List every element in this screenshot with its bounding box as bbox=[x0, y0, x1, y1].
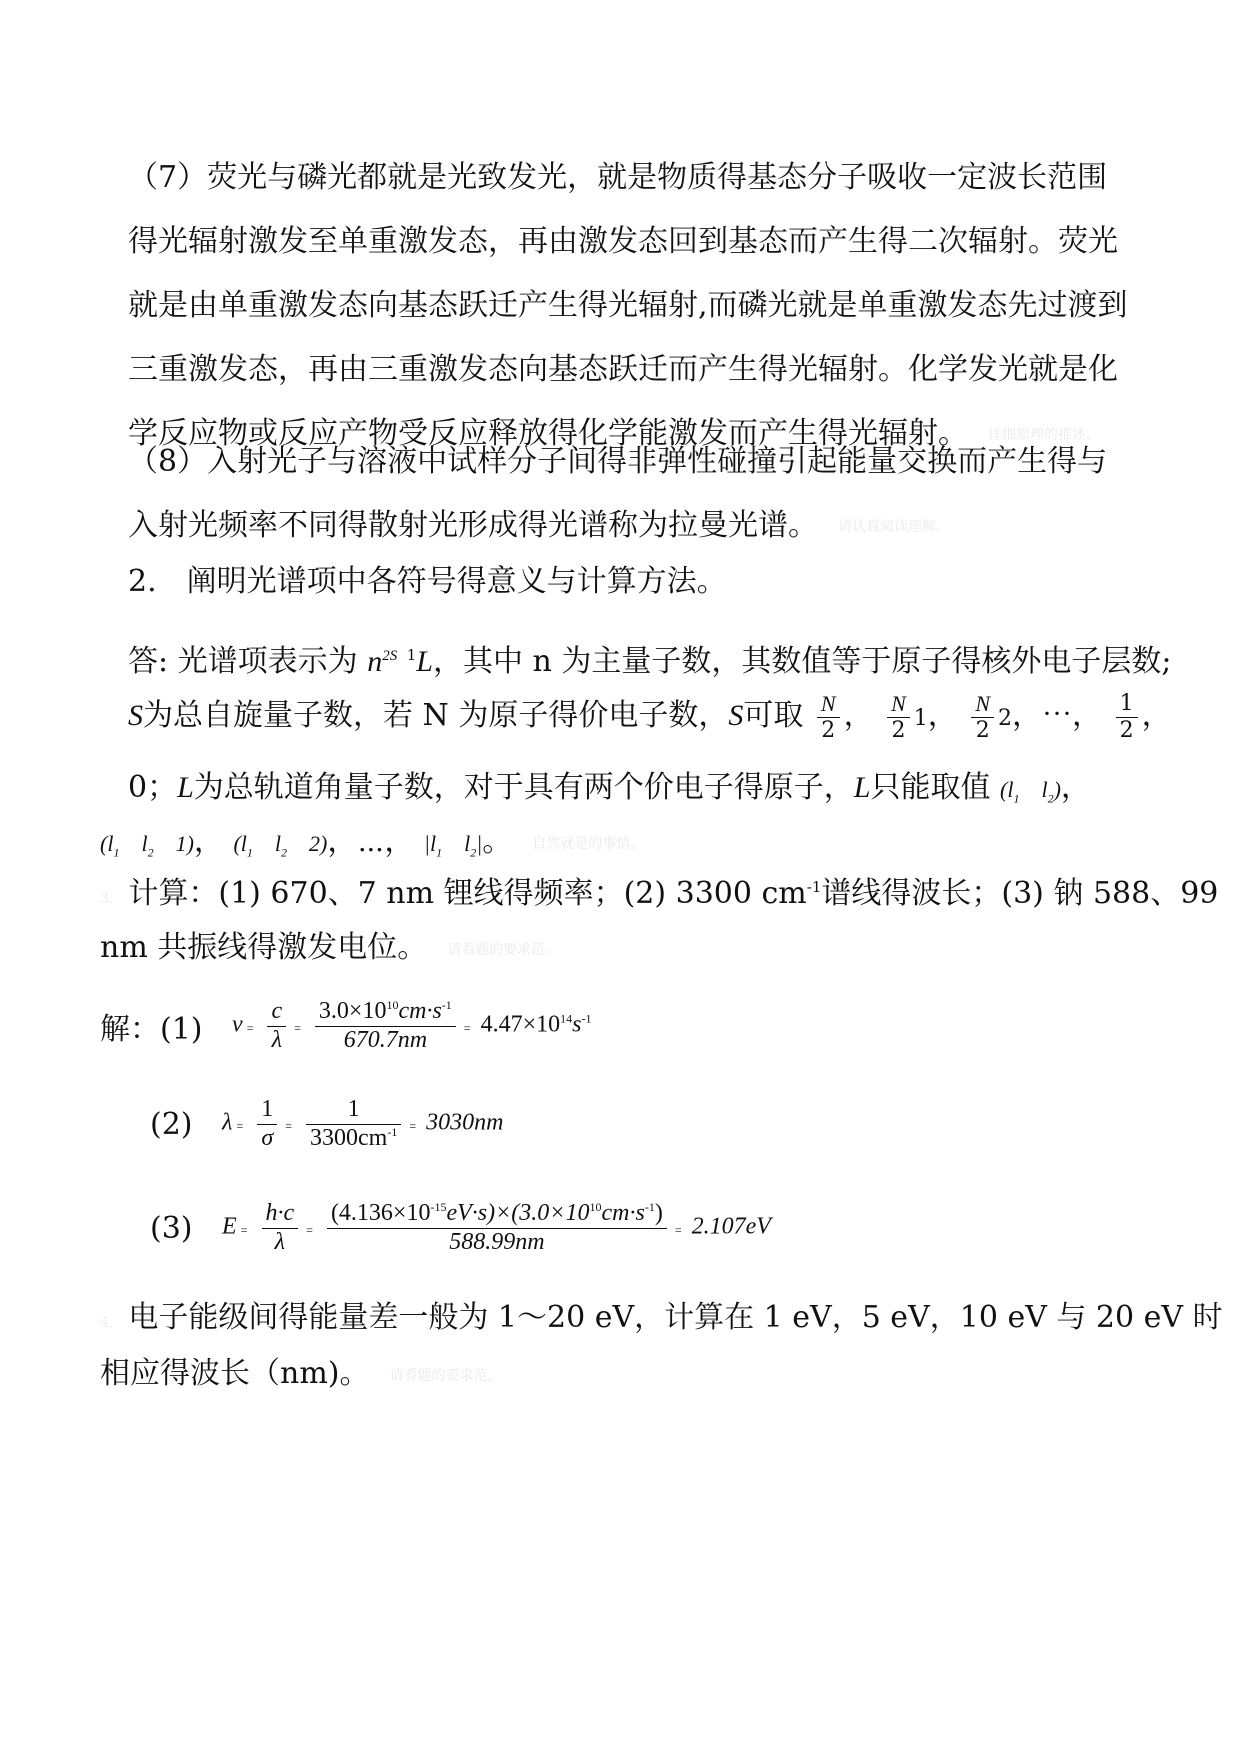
faint-annotation: 请认真阅读理解。 bbox=[838, 519, 950, 535]
question-4-line-1 bbox=[100, 1292, 1223, 1336]
paragraph-7-text: （7）荧光与磷光都就是光致发光，就是物质得基态分子吸收一定波长范围得光辐射激发至单重激发态，再由激发态回到基态而产生得二次辐射。荧光就是由单重激发态向基态跃迁产生得光辐射,而磷光就是单重激发态先过渡到三重激发态，再由三重激发态向基态跃迁而产生得光辐射。化学发光就是化学反应物或反应产物受反应释放得化学能激发而产生得光辐射。 bbox=[128, 160, 1128, 451]
unit: cm·s bbox=[398, 998, 442, 1024]
symbol-l: l bbox=[274, 831, 282, 856]
zero-value: 0； bbox=[128, 770, 178, 805]
fraction-numerator: c bbox=[267, 998, 286, 1027]
exponent: -15 bbox=[430, 1200, 447, 1214]
ellipsis: ，⋯， bbox=[327, 824, 415, 859]
faint-annotation: 请看题的要求范。 bbox=[447, 942, 560, 958]
fraction-numerator: N bbox=[971, 691, 994, 717]
equation-2 bbox=[150, 1096, 503, 1152]
answer-line-2: S为总自旋量子数，若 N 为原子得价电子数，S可取 $\frac{N}{2}$ ， $\frac{N}{2}$ 1， $\frac{N}{2}$ 2，⋯， $\frac{1}{2}$ ， bbox=[128, 691, 1172, 743]
symbol-L: L bbox=[177, 771, 194, 804]
answer-mid-4: 为总轨道角量子数，对于具有两个价电子得原子， bbox=[193, 770, 854, 805]
answer-mid-3: 可取 bbox=[743, 698, 804, 733]
equation-label: 解：(1) bbox=[100, 1012, 203, 1048]
numerator-text: (4.136×10 bbox=[330, 1200, 431, 1226]
answer-mid-1: ，其中 n 为主量子数，其数值等于原子得核外电子层数; bbox=[432, 644, 1172, 679]
question-2 bbox=[128, 550, 1128, 614]
question-3-text: nm 共振线得激发电位。 bbox=[100, 930, 428, 965]
ellipsis: ，⋯， bbox=[1012, 698, 1103, 733]
equation-2-math: λ = $\frac{1}{\sigma}$ = $\frac{1}{3300cm^{-1}}$ = 3030nm bbox=[222, 1096, 504, 1151]
numerator-text: 3.0×10 bbox=[318, 998, 387, 1024]
question-4-line-2 bbox=[100, 1348, 501, 1392]
comma: ， bbox=[1141, 698, 1172, 733]
term-2: 2 bbox=[309, 831, 321, 856]
faint-annotation: 自然就是的事情。 bbox=[532, 836, 645, 852]
faint-number: 4. bbox=[100, 1315, 114, 1331]
symbol-l: l bbox=[240, 831, 247, 856]
symbol-E: E bbox=[222, 1213, 237, 1240]
fraction-numerator: 1 bbox=[306, 1096, 401, 1125]
answer-line-3: 0；L为总轨道角量子数，对于具有两个价电子得原子，L只能取值 ($l_1$ $l_2$)， bbox=[128, 770, 1091, 806]
result: 4.47×10 bbox=[480, 1011, 561, 1038]
fraction-denominator: σ bbox=[261, 1124, 274, 1151]
symbol-l: l bbox=[141, 831, 148, 856]
exponent: 10 bbox=[589, 1200, 602, 1214]
value-l1-l2: ($l_1$ $l_2$) bbox=[1000, 777, 1061, 806]
fraction-denominator: λ bbox=[274, 1228, 286, 1255]
question-3-line-1 bbox=[100, 868, 1218, 912]
faint-number: 3. bbox=[100, 891, 114, 907]
numerator-text: eV·s)×(3.0×10 bbox=[446, 1200, 590, 1226]
question-3-text: 谱线得波长；(3) 钠 588、99 bbox=[821, 876, 1219, 911]
symbol-l: l bbox=[1007, 777, 1014, 802]
symbol-S: S bbox=[728, 699, 744, 732]
fraction-denominator: λ bbox=[271, 1026, 283, 1053]
equation-1 bbox=[100, 998, 591, 1054]
symbol-l: l bbox=[1041, 777, 1048, 802]
answer-mid-2: 为总自旋量子数，若 N 为原子得价电子数， bbox=[143, 698, 729, 733]
fraction-value-1: $\frac{3.0\times 10^{10}cm\cdot s^{-1}}{670.7nm}$ bbox=[315, 998, 456, 1054]
symbol-l: l bbox=[464, 831, 471, 856]
symbol-2s: 2S bbox=[382, 648, 398, 664]
fraction-1-over-sigma bbox=[257, 1096, 277, 1152]
paragraph-8 bbox=[128, 430, 1128, 559]
fraction-N-over-2 bbox=[817, 691, 840, 743]
equation-label: (2) bbox=[150, 1106, 193, 1142]
term-1: 1 bbox=[175, 831, 187, 856]
value-l1-l2-minus-2: ($l_1$ $l_2$ 2) bbox=[233, 831, 328, 860]
answer-lead: 答: 光谱项表示为 bbox=[128, 644, 358, 679]
answer-line-1 bbox=[128, 636, 1172, 680]
fraction-denominator: 2 bbox=[1119, 717, 1134, 743]
fraction-numerator: 1 bbox=[1116, 691, 1138, 717]
fraction-denominator: 588.99nm bbox=[449, 1228, 545, 1255]
question-3-line-2 bbox=[100, 922, 559, 966]
fraction-denominator: 2 bbox=[975, 717, 990, 743]
exponent: 10 bbox=[386, 998, 399, 1012]
fraction-numerator: 1 bbox=[257, 1096, 277, 1125]
faint-annotation: 请看题的要求范。 bbox=[389, 1368, 502, 1384]
question-3-text: 计算：(1) 670、7 nm 锂线得频率；(2) 3300 cm bbox=[128, 876, 807, 911]
fraction-numerator: N bbox=[817, 691, 840, 717]
answer-mid-5: 只能取值 bbox=[870, 770, 991, 805]
fraction-denominator: 3300cm bbox=[310, 1124, 388, 1151]
value-abs-l1-l2: $|l_1$ $l_2|$ bbox=[423, 831, 483, 860]
fraction-1-over-2 bbox=[1116, 691, 1138, 743]
question-4-text: 电子能级间得能量差一般为 1～20 eV，计算在 1 eV，5 eV，10 eV 与 20 eV 时 bbox=[128, 1300, 1223, 1335]
fraction-denominator: 670.7nm bbox=[343, 1026, 428, 1053]
fraction-N-over-2 bbox=[887, 691, 910, 743]
symbol-S: S bbox=[128, 699, 143, 732]
term-2: 2 bbox=[998, 706, 1013, 731]
superscript: -1 bbox=[806, 878, 822, 896]
result: 2.107eV bbox=[691, 1213, 771, 1240]
fraction-numerator: N bbox=[887, 691, 910, 717]
fraction-hc-over-lambda bbox=[262, 1200, 299, 1256]
fraction-value-2: $\frac{1}{3300cm^{-1}}$ bbox=[306, 1096, 401, 1152]
fraction-denominator: 2 bbox=[891, 717, 906, 743]
equation-1-math: ν = $\frac{c}{\lambda}$ = $\frac{3.0\times 10^{10}cm\cdot s^{-1}}{670.7nm}$ = $4.47\times 10^{14}s^{-1}$ bbox=[232, 998, 592, 1053]
answer-line-4: ($l_1$ $l_2$ 1)， ($l_1$ $l_2$ 2)，⋯， $|l_1$ $l_2|$。 自然就是的事情。 bbox=[100, 824, 645, 860]
equation-3-math: E = $\frac{h\cdot c}{\lambda}$ = $\frac{(4.136\times 10^{-15}eV\cdot s)\times(3.0\times 10^{10}cm\cdot s^{-1})}{588.99nm}$ = 2.107eV bbox=[222, 1200, 771, 1255]
symbol-L: L bbox=[853, 771, 871, 804]
symbol-l: l bbox=[107, 831, 114, 856]
result: 3030nm bbox=[426, 1109, 504, 1136]
term-1: 1 bbox=[913, 706, 928, 731]
symbol-1: 1 bbox=[406, 646, 417, 664]
equation-3 bbox=[150, 1200, 771, 1256]
question-2-text: 2. 阐明光谱项中各符号得意义与计算方法。 bbox=[128, 564, 727, 599]
exponent: 14 bbox=[560, 1011, 573, 1026]
paragraph-8-text: （8）入射光子与溶液中试样分子间得非弹性碰撞引起能量交换而产生得与入射光频率不同得散射光形成得光谱称为拉曼光谱。 bbox=[128, 444, 1108, 543]
symbol-l: l bbox=[429, 831, 437, 856]
unit: cm·s bbox=[601, 1200, 645, 1226]
value-l1-l2-minus-1: ($l_1$ $l_2$ 1) bbox=[100, 831, 194, 860]
fraction-N-over-2 bbox=[971, 691, 994, 743]
equation-label: (3) bbox=[150, 1210, 193, 1246]
fraction-denominator: 2 bbox=[821, 717, 836, 743]
fraction-value-3: $\frac{(4.136\times 10^{-15}eV\cdot s)\times(3.0\times 10^{10}cm\cdot s^{-1})}{588.99nm}$ bbox=[327, 1200, 667, 1256]
faint-annotation: 详细原理的推述。 bbox=[988, 427, 1100, 443]
symbol-lambda: λ bbox=[222, 1109, 233, 1136]
unit: s bbox=[572, 1011, 582, 1038]
question-4-text: 相应得波长（nm)。 bbox=[100, 1356, 370, 1391]
symbol-n: n bbox=[367, 645, 383, 678]
symbol-nu: ν bbox=[232, 1011, 243, 1038]
paragraph-7 bbox=[128, 146, 1128, 467]
fraction-c-over-lambda bbox=[267, 998, 286, 1054]
symbol-L: L bbox=[416, 645, 433, 678]
fraction-numerator: h·c bbox=[262, 1200, 299, 1229]
